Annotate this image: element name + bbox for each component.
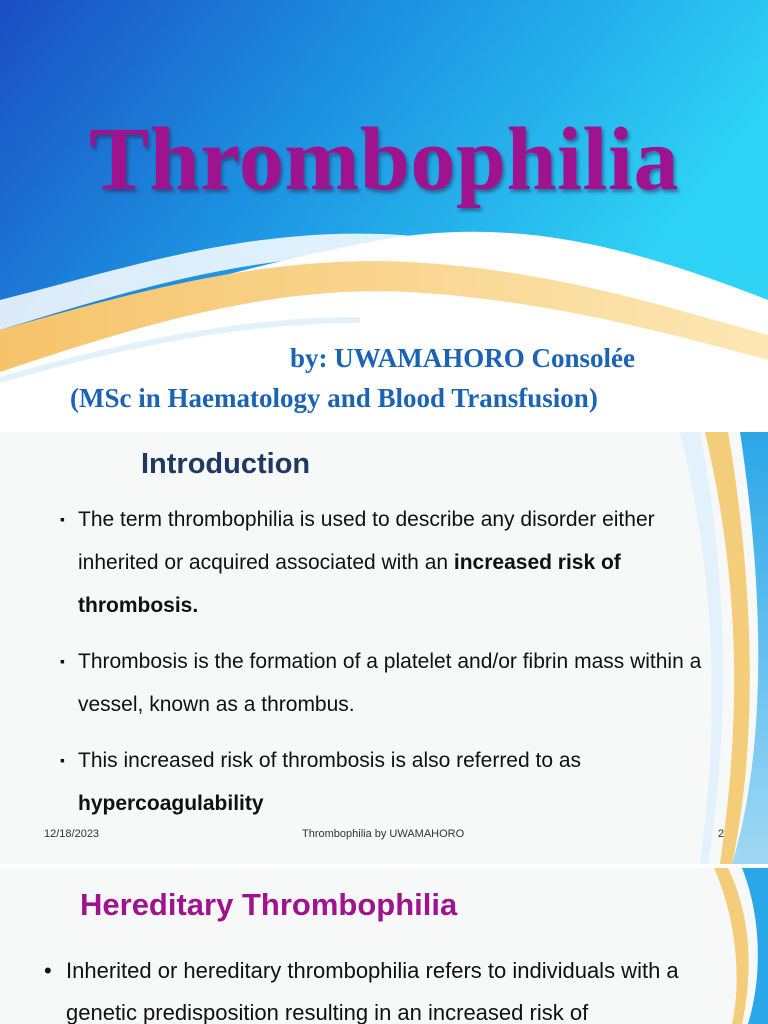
footer-title: Thrombophilia by UWAMAHORO: [302, 828, 465, 840]
round-bullet-icon: •: [44, 958, 52, 983]
bullet-item: [60, 498, 720, 627]
introduction-heading: Introduction: [141, 448, 311, 480]
hereditary-slide: [0, 868, 768, 1024]
bullet-text: Thrombosis is the formation of a platelet and/or fibrin mass within a vessel, known as a thrombus.: [78, 650, 702, 716]
bullet-bold-text: hypercoagulability: [78, 792, 264, 815]
square-bullet-icon: ▪: [60, 752, 65, 768]
slide-number: 2: [718, 828, 725, 840]
title-slide: [0, 0, 768, 432]
slide-title: Thrombophilia: [88, 110, 680, 209]
square-bullet-icon: ▪: [60, 511, 65, 527]
square-bullet-icon: ▪: [60, 653, 65, 669]
introduction-slide: [0, 432, 768, 864]
bullet-item: [44, 950, 734, 1024]
hereditary-heading: Hereditary Thrombophilia: [80, 887, 458, 922]
introduction-bullet-list: [60, 498, 720, 838]
bullet-item: [60, 640, 720, 726]
hereditary-bullet-list: [44, 950, 734, 1024]
bullet-bold-text: increased risk of thrombosis.: [78, 551, 621, 617]
bullet-item: [60, 739, 720, 825]
bullet-text: Inherited or hereditary thrombophilia refers to individuals with a genetic predisposition resulting in an increased risk of: [66, 958, 679, 1024]
footer-date: 12/18/2023: [44, 828, 100, 840]
author-line: by: UWAMAHORO Consolée: [290, 343, 635, 373]
bullet-text: This increased risk of thrombosis is also referred to as: [78, 749, 582, 772]
bullet-text: The term thrombophilia is used to describe any disorder either inherited or acquired associated with an: [78, 508, 655, 574]
credentials-line: (MSc in Haematology and Blood Transfusion): [70, 383, 598, 413]
